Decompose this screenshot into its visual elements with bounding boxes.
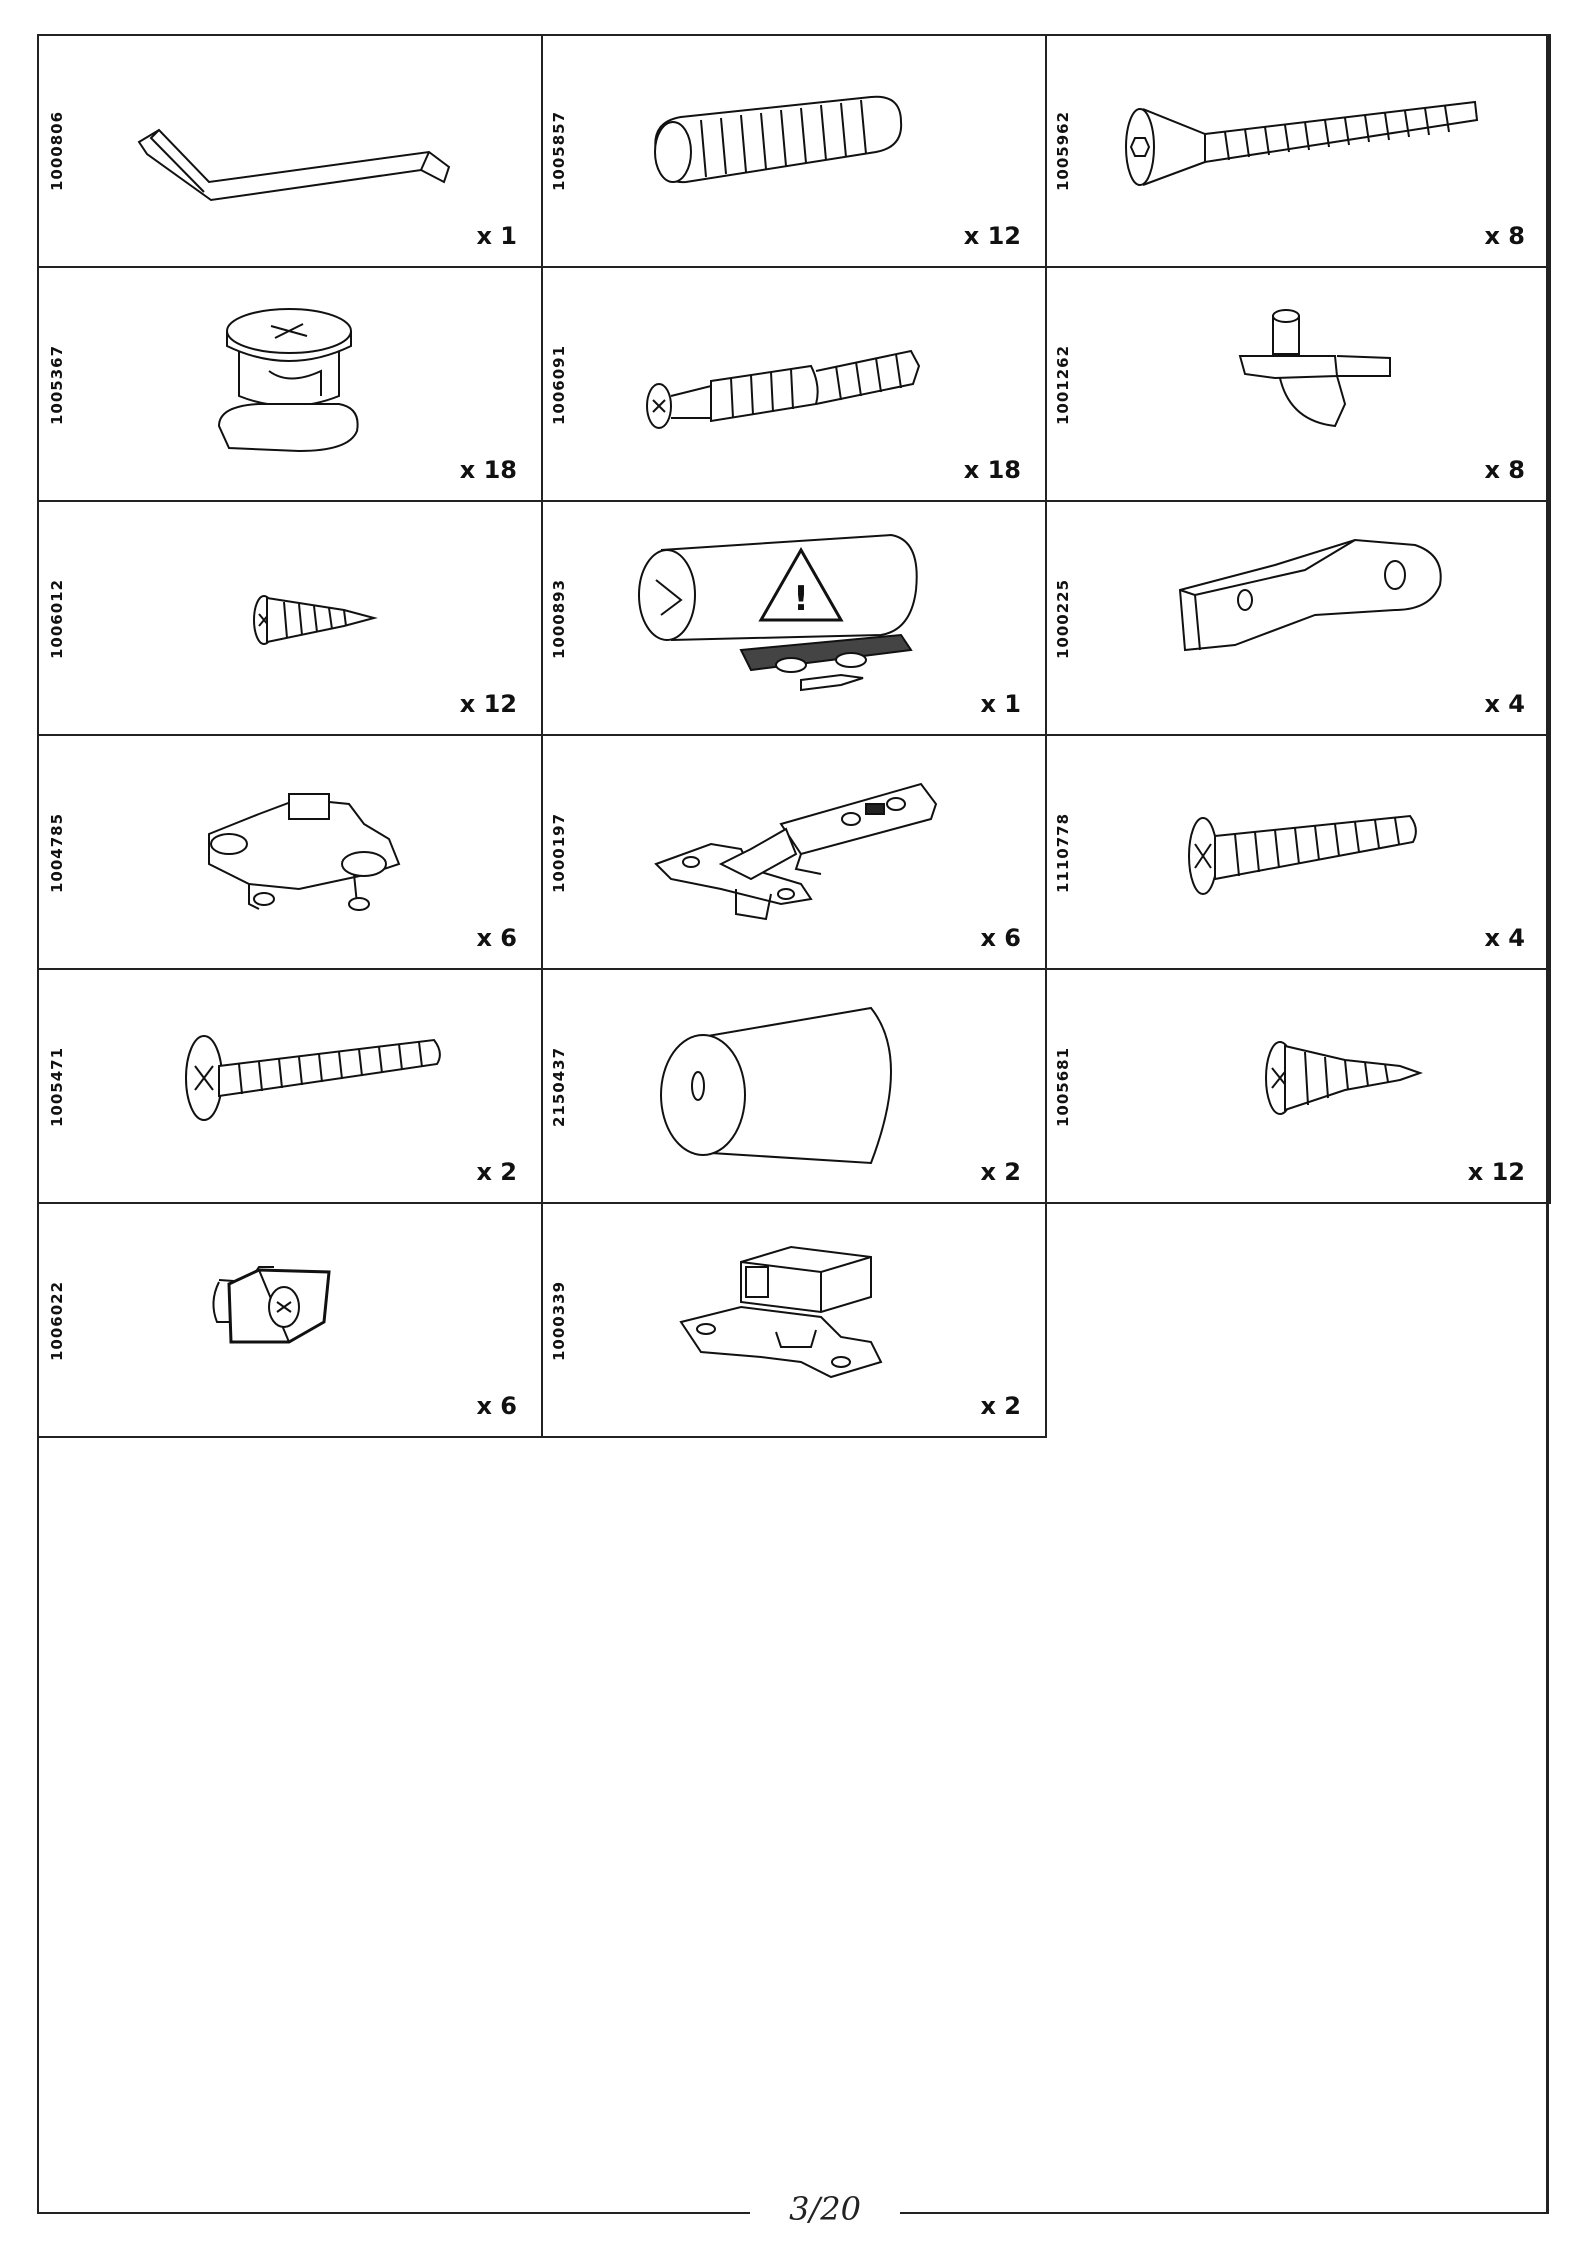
- door-damper-icon: [601, 1212, 981, 1422]
- quantity: x 4: [1484, 924, 1525, 952]
- part-cell: [541, 970, 1047, 1204]
- square-connector-screw-icon: [99, 1212, 479, 1422]
- wall-safety-kit-icon: [601, 510, 981, 720]
- wooden-dowel-icon: [601, 42, 981, 252]
- quantity: x 4: [1484, 690, 1525, 718]
- quantity: x 2: [980, 1158, 1021, 1186]
- quantity: x 18: [459, 456, 517, 484]
- article-number: 1006091: [550, 344, 568, 426]
- article-number: 1000225: [1054, 578, 1072, 660]
- part-cell: [541, 34, 1047, 268]
- hex-socket-bolt-icon: [1105, 42, 1485, 252]
- quantity: x 2: [476, 1158, 517, 1186]
- part-cell: [37, 970, 543, 1204]
- article-number: 1005962: [1054, 110, 1072, 192]
- article-number: 1006012: [48, 578, 66, 660]
- article-number: 1000339: [550, 1280, 568, 1362]
- allen-key-icon: [99, 42, 479, 252]
- page-number: 3/20: [789, 2190, 861, 2228]
- article-number: 1005471: [48, 1046, 66, 1128]
- part-cell: [1045, 268, 1551, 502]
- quantity: x 12: [963, 222, 1021, 250]
- quantity: x 12: [1467, 1158, 1525, 1186]
- article-number: 1005857: [550, 110, 568, 192]
- quantity: x 2: [980, 1392, 1021, 1420]
- part-cell: [37, 502, 543, 736]
- hinge-mounting-plate-icon: [99, 744, 479, 954]
- quantity: x 6: [980, 924, 1021, 952]
- part-cell: [1045, 736, 1551, 970]
- article-number: 1110778: [1054, 812, 1072, 894]
- quantity: x 1: [980, 690, 1021, 718]
- quantity: x 6: [476, 1392, 517, 1420]
- quantity: x 8: [1484, 222, 1525, 250]
- shelf-support-pin-icon: [1105, 276, 1485, 486]
- article-number: 1000893: [550, 578, 568, 660]
- rubber-bumper-icon: [601, 978, 981, 1188]
- part-cell: [541, 736, 1047, 970]
- cam-lock-icon: [99, 276, 479, 486]
- article-number: 1001262: [1054, 344, 1072, 426]
- cabinet-hinge-icon: [601, 744, 981, 954]
- part-cell: [37, 1204, 543, 1438]
- cam-dowel-icon: [601, 276, 981, 486]
- quantity: x 6: [476, 924, 517, 952]
- article-number: 1006022: [48, 1280, 66, 1362]
- part-cell: [541, 268, 1047, 502]
- quantity: x 8: [1484, 456, 1525, 484]
- quantity: x 1: [476, 222, 517, 250]
- part-cell: [1045, 502, 1551, 736]
- pan-head-screw-icon: [99, 978, 479, 1188]
- article-number: 2150437: [550, 1046, 568, 1128]
- quantity: x 18: [963, 456, 1021, 484]
- countersunk-wood-screw-icon: [1105, 978, 1485, 1188]
- part-cell: [541, 1204, 1047, 1438]
- svg-text:!: !: [793, 579, 809, 619]
- small-countersunk-screw-icon: [99, 510, 479, 720]
- part-cell: [37, 268, 543, 502]
- part-cell: [1045, 970, 1551, 1204]
- part-cell: [541, 502, 1047, 736]
- rail-bracket-icon: [1105, 510, 1485, 720]
- part-cell: [1045, 34, 1551, 268]
- machine-screw-icon: [1105, 744, 1485, 954]
- article-number: 1000806: [48, 110, 66, 192]
- quantity: x 12: [459, 690, 517, 718]
- footer-rule-left: [37, 2212, 750, 2214]
- article-number: 1004785: [48, 812, 66, 894]
- part-cell: [37, 34, 543, 268]
- article-number: 1005367: [48, 344, 66, 426]
- footer-rule-right: [900, 2212, 1549, 2214]
- article-number: 1005681: [1054, 1046, 1072, 1128]
- part-cell: [37, 736, 543, 970]
- article-number: 1000197: [550, 812, 568, 894]
